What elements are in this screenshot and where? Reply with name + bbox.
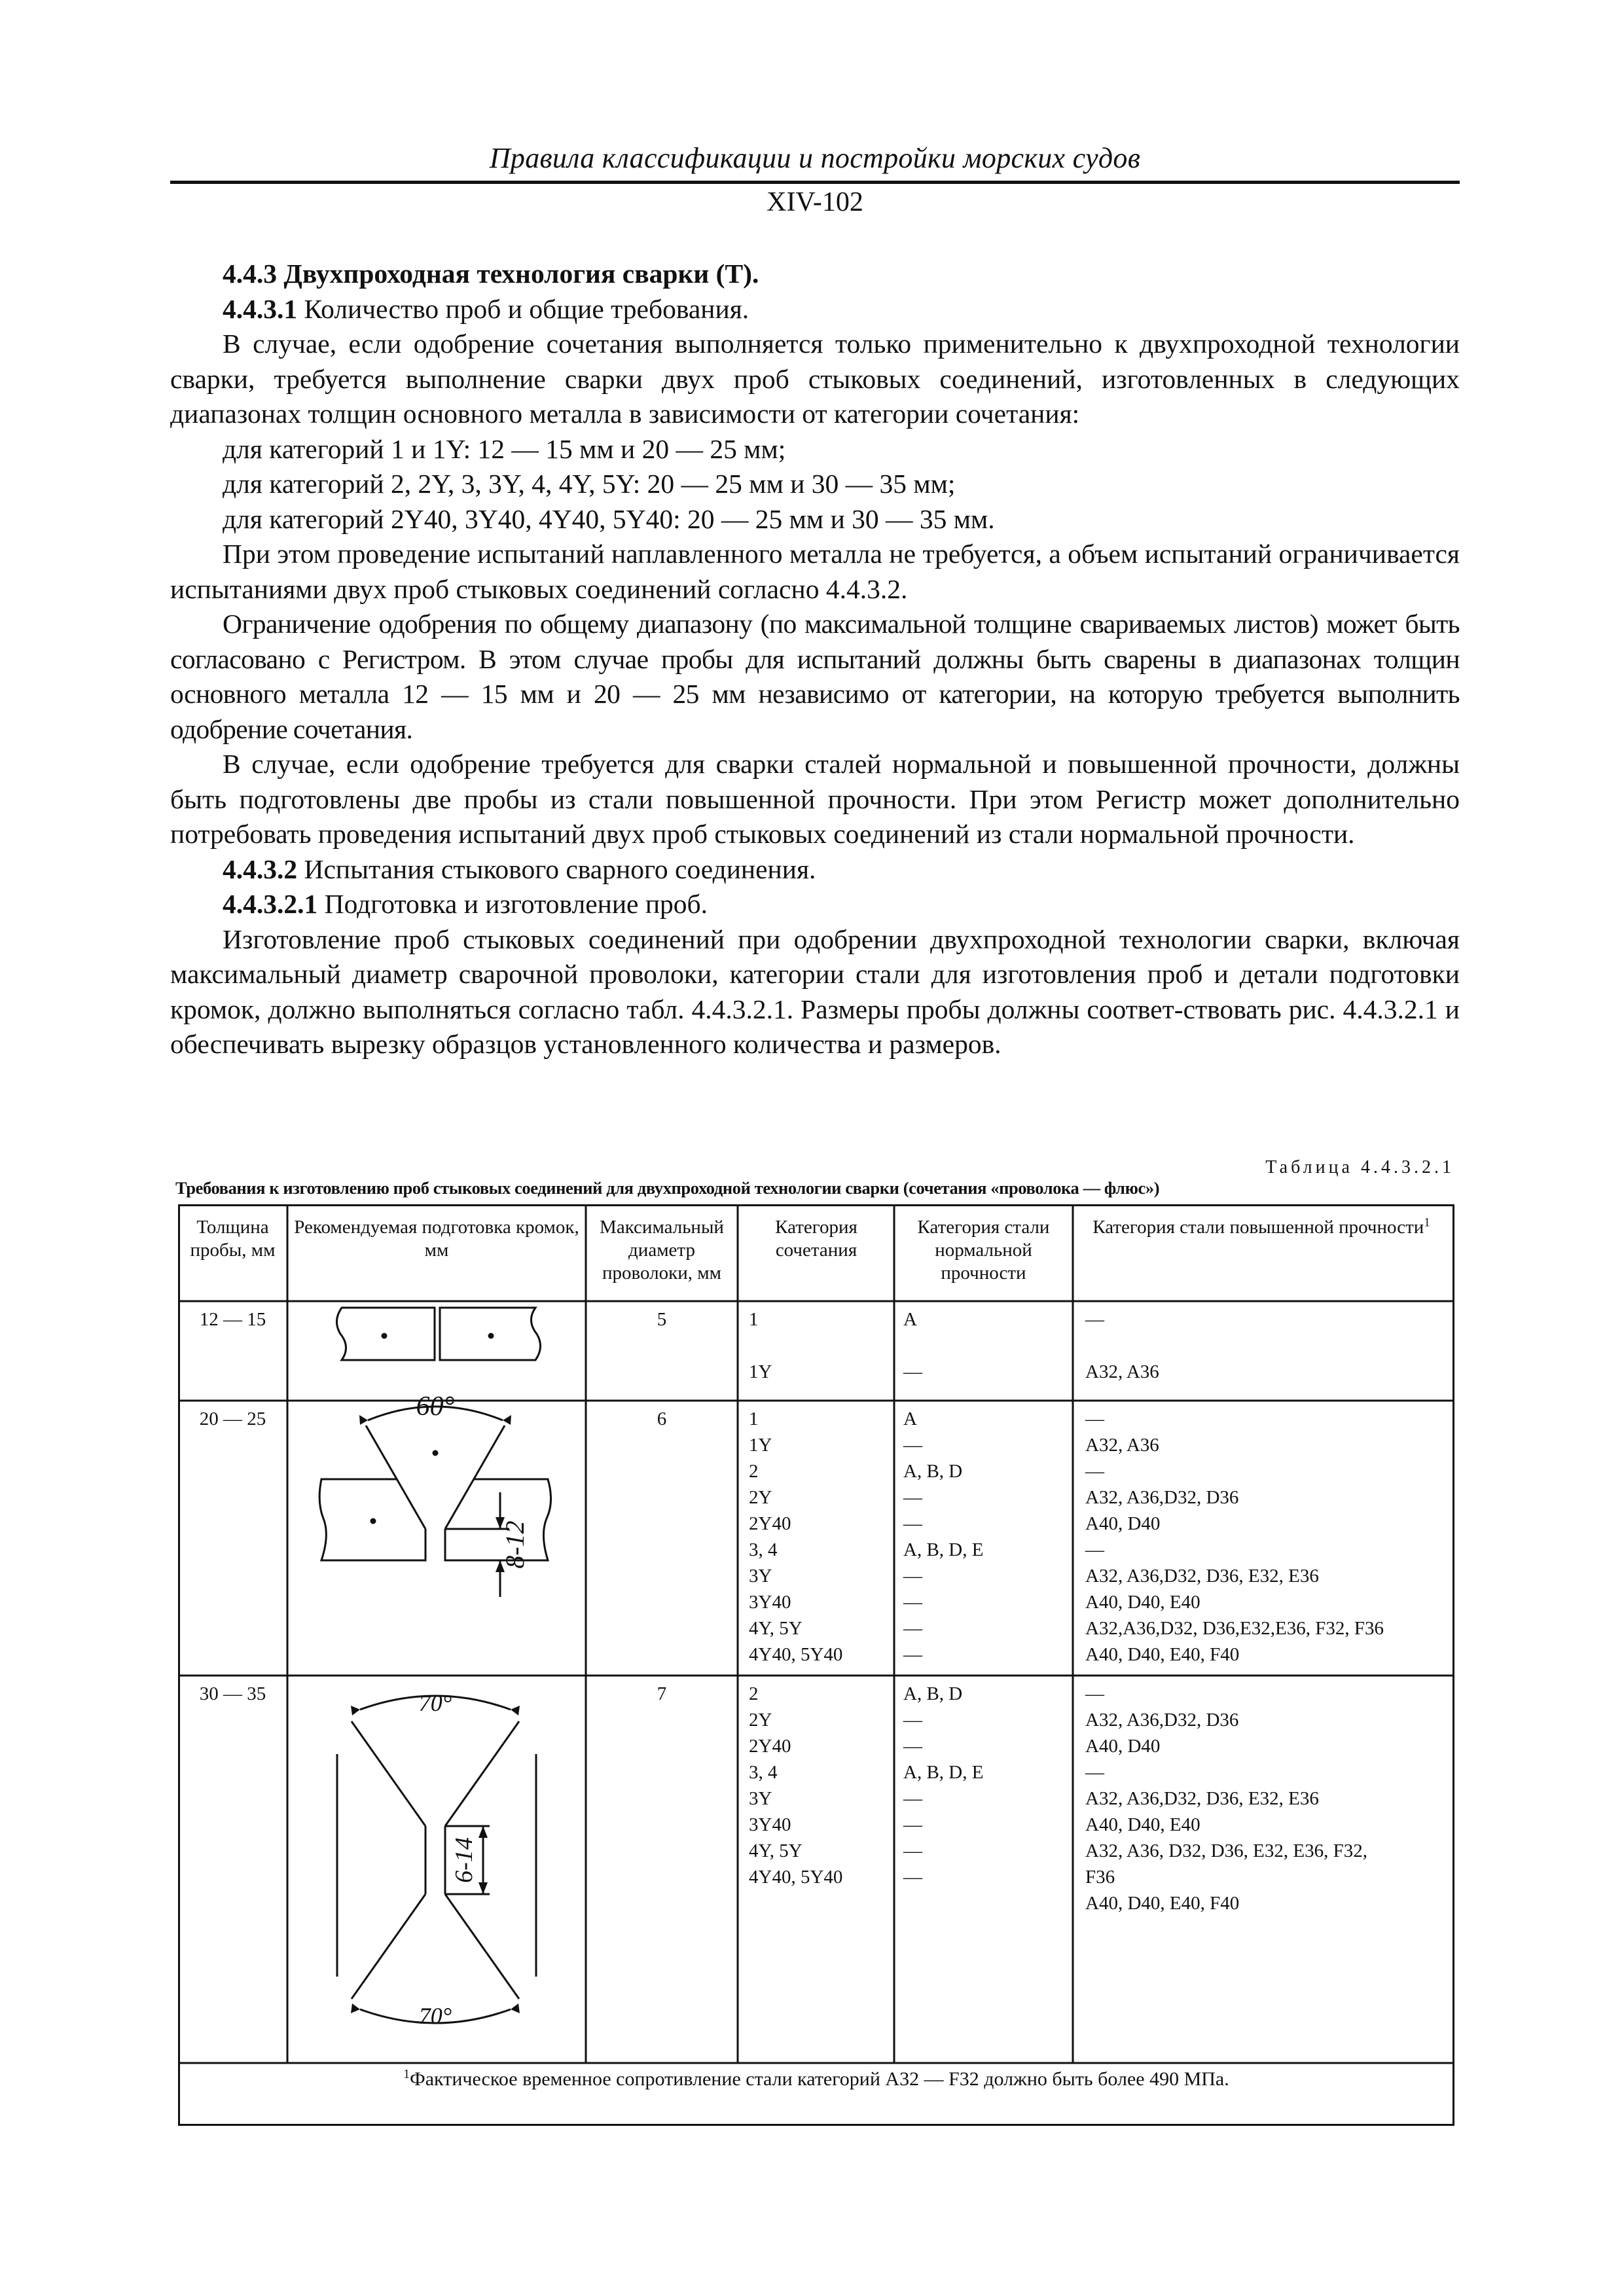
cell-line: A40, D40, E40, F40 <box>1085 1644 1240 1665</box>
cell-line: F36 <box>1085 1867 1115 1888</box>
cell-line: 2 <box>749 1683 759 1704</box>
cell-line: A40, D40 <box>1085 1513 1161 1534</box>
paragraph: В случае, если одобрение сочетания выполняется только применительно к двухпроходной технологии сварки, требуется выполнение сварки двух проб стыковых соединений, изготовленных в следующих диапазонах толщин основного металла в зависимости от категории сочетания: <box>170 329 1460 429</box>
cell-line: — <box>1085 1539 1104 1560</box>
section-number: 4.4.3 <box>223 259 277 289</box>
section-heading-4-4-3-2-1 <box>170 887 1460 922</box>
row2-normal-steel-category <box>903 1406 1067 1668</box>
row3-combination-category <box>749 1681 890 1890</box>
cell-line: A32, A36 <box>1085 1361 1159 1382</box>
cell-line: — <box>903 1736 922 1757</box>
section-title: Подготовка и изготовление проб. <box>324 889 708 919</box>
cell-line <box>749 1333 890 1359</box>
cell-line: 3, 4 <box>749 1539 778 1560</box>
paragraph: При этом проведение испытаний наплавленного металла не требуется, а объем испытаний ограничивается испытаниями двух проб стыковых соединений согласно 4.4.3.2. <box>170 539 1460 604</box>
cell-line: A, B, D <box>903 1683 963 1704</box>
angle-label-60: 60° <box>416 1391 455 1422</box>
cell-line: 4Y, 5Y <box>749 1840 803 1861</box>
header-title: Правила классификации и постройки морских судов <box>489 142 1141 174</box>
section-title: Испытания стыкового сварного соединения. <box>304 853 816 884</box>
cell-line: — <box>903 1814 922 1835</box>
cell-line: A32, A36,D32, D36, E32, E36 <box>1085 1566 1319 1587</box>
cell-line: A40, D40, E40 <box>1085 1592 1200 1613</box>
angle-label-70-top: 70° <box>418 1690 452 1716</box>
cell-line <box>1085 1333 1442 1359</box>
header-normal-steel: Категория стали нормальной прочности <box>917 1217 1050 1283</box>
row3-diameter: 7 <box>657 1683 667 1704</box>
cell-line: A <box>903 1309 917 1330</box>
cell-line: 1Y <box>749 1435 772 1456</box>
section-heading-4-4-3 <box>170 257 1460 292</box>
cell-line: — <box>903 1788 922 1809</box>
table-number: Таблица 4.4.3.2.1 <box>1265 1157 1454 1177</box>
footnote-text: Фактическое временное сопротивление стали категорий A32 — F32 должно быть более 490 МПа. <box>410 2068 1229 2090</box>
cell-line: 1 <box>749 1408 759 1429</box>
cell-line: — <box>903 1644 922 1665</box>
header-high-steel <box>1088 1216 1435 1239</box>
cell-line: A, B, D, E <box>903 1539 984 1560</box>
cell-line: — <box>903 1710 922 1731</box>
cell-line: — <box>1085 1408 1104 1429</box>
header-max-diameter: Максимальный диаметр проволоки, мм <box>600 1217 724 1283</box>
cell-line: A40, D40, E40 <box>1085 1814 1200 1835</box>
cell-line: — <box>903 1840 922 1861</box>
footnote-mark: 1 <box>403 2068 410 2081</box>
list-item: для категорий 2Y40, 3Y40, 4Y40, 5Y40: 20 — 25 мм и 30 — 35 мм. <box>223 503 995 534</box>
cell-line: 3Y <box>749 1566 772 1587</box>
cell-line: A32, A36,D32, D36 <box>1085 1710 1239 1731</box>
edge-prep-double-v-diagram <box>337 1696 536 2023</box>
dimension-label-8-12: 8-12 <box>500 1520 530 1569</box>
cell-line: — <box>1085 1309 1104 1330</box>
header-high-steel-text: Категория стали повышенной прочности <box>1092 1217 1424 1238</box>
row2-diameter: 6 <box>657 1408 667 1429</box>
row2-combination-category <box>749 1406 890 1668</box>
section-title: Двухпроходная технология сварки (Т). <box>283 259 759 289</box>
row2-thickness: 20 — 25 <box>199 1408 266 1429</box>
cell-line: 4Y, 5Y <box>749 1618 803 1639</box>
cell-line: — <box>903 1592 922 1613</box>
footnote-ref: 1 <box>1424 1215 1430 1230</box>
row1-diameter: 5 <box>657 1309 667 1330</box>
row1-normal-steel-category <box>903 1306 1067 1385</box>
cell-line: 3Y40 <box>749 1592 791 1613</box>
cell-line: A40, D40, E40, F40 <box>1085 1893 1240 1914</box>
section-number: 4.4.3.2.1 <box>223 889 318 919</box>
paragraph: Изготовление проб стыковых соединений при одобрении двухпроходной технологии сварки, включая максимальный диаметр сварочной проволоки, категории стали для изготовления проб и детали подготовки кромок, должно выполняться согласно табл. 4.4.3.2.1. Размеры пробы должны соответ-ствовать рис. 4.4.3.2.1 и обеспечивать вырезку образцов установленного количества и размеров. <box>170 924 1460 1059</box>
angle-label-70-bottom: 70° <box>418 2003 452 2029</box>
cell-line: — <box>903 1566 922 1587</box>
cell-line: — <box>1085 1461 1104 1482</box>
cell-line: 4Y40, 5Y40 <box>749 1644 843 1665</box>
cell-line: A <box>903 1408 917 1429</box>
section-heading-4-4-3-2 <box>170 852 1460 888</box>
section-number: 4.4.3.1 <box>223 293 298 324</box>
body-text <box>170 257 1460 1062</box>
list-item: для категорий 2, 2Y, 3, 3Y, 4, 4Y, 5Y: 20 — 25 мм и 30 — 35 мм; <box>223 469 956 499</box>
running-header <box>170 137 1460 184</box>
cell-line: 2Y <box>749 1487 772 1508</box>
cell-line: 2 <box>749 1461 759 1482</box>
cell-line: A32, A36 <box>1085 1435 1159 1456</box>
page-number: XIV-102 <box>767 187 863 217</box>
cell-line: A, B, D <box>903 1461 963 1482</box>
dimension-label-6-14: 6-14 <box>450 1837 478 1883</box>
row1-combination-category <box>749 1306 890 1385</box>
cell-line: A32, A36, D32, D36, E32, E36, F32, <box>1085 1840 1367 1861</box>
cell-line: 1 <box>749 1309 759 1330</box>
cell-line: — <box>903 1513 922 1534</box>
cell-line: 3Y <box>749 1788 772 1809</box>
cell-line: A40, D40 <box>1085 1736 1161 1757</box>
row1-high-steel-category <box>1085 1306 1442 1385</box>
row2-high-steel-category <box>1085 1406 1442 1668</box>
cell-line: — <box>903 1618 922 1639</box>
cell-line: — <box>1085 1762 1104 1783</box>
paragraph: В случае, если одобрение требуется для сварки сталей нормальной и повышенной прочности, должны быть подготовлены две пробы из стали повышенной прочности. При этом Регистр может дополнительно потребовать проведения испытаний двух проб стыковых соединений из стали нормальной прочности. <box>170 749 1460 849</box>
cell-line: — <box>903 1361 922 1382</box>
cell-line: A, B, D, E <box>903 1762 984 1783</box>
row1-thickness: 12 — 15 <box>199 1309 266 1330</box>
cell-line: — <box>1085 1683 1104 1704</box>
header-edge-prep: Рекомендуемая подготовка кромок, мм <box>294 1217 579 1261</box>
section-number: 4.4.3.2 <box>223 853 298 884</box>
row3-high-steel-category <box>1085 1681 1442 1916</box>
cell-line: 2Y40 <box>749 1736 791 1757</box>
cell-line: 3, 4 <box>749 1762 778 1783</box>
row3-normal-steel-category <box>903 1681 1067 1890</box>
cell-line: A32, A36,D32, D36 <box>1085 1487 1239 1508</box>
header-thickness: Толщина пробы, мм <box>190 1217 276 1261</box>
cell-line: — <box>903 1487 922 1508</box>
cell-line: — <box>903 1435 922 1456</box>
cell-line: 1Y <box>749 1361 772 1382</box>
paragraph: Ограничение одобрения по общему диапазону (по максимальной толщине свариваемых листов) может быть согласовано с Регистром. В этом случае пробы для испытаний должны быть сварены в диапазонах толщин основного металла 12 — 15 мм и 20 — 25 мм независимо от категории, на которую требуется выполнить одобрение сочетания. <box>170 609 1460 744</box>
cell-line: 2Y40 <box>749 1513 791 1534</box>
cell-line: 3Y40 <box>749 1814 791 1835</box>
section-heading-4-4-3-1 <box>170 292 1460 327</box>
cell-line: A32, A36,D32, D36, E32, E36 <box>1085 1788 1319 1809</box>
list-item: для категорий 1 и 1Y: 12 — 15 мм и 20 — 25 мм; <box>223 433 786 464</box>
row3-thickness: 30 — 35 <box>199 1683 266 1704</box>
cell-line: A32,A36,D32, D36,E32,E36, F32, F36 <box>1085 1618 1384 1639</box>
table-caption: Требования к изготовлению проб стыковых соединений для двухпроходной технологии сварки (сочетания «проволока — флюс») <box>175 1178 1160 1198</box>
edge-prep-square-butt-diagram <box>336 1308 540 1360</box>
requirements-table <box>178 1204 1454 2126</box>
cell-line: — <box>903 1867 922 1888</box>
header-category: Категория сочетания <box>775 1217 857 1261</box>
cell-line: 4Y40, 5Y40 <box>749 1867 843 1888</box>
table-footnote <box>178 2068 1454 2090</box>
section-title: Количество проб и общие требования. <box>304 293 749 324</box>
cell-line: 2Y <box>749 1710 772 1731</box>
cell-line <box>903 1333 1067 1359</box>
